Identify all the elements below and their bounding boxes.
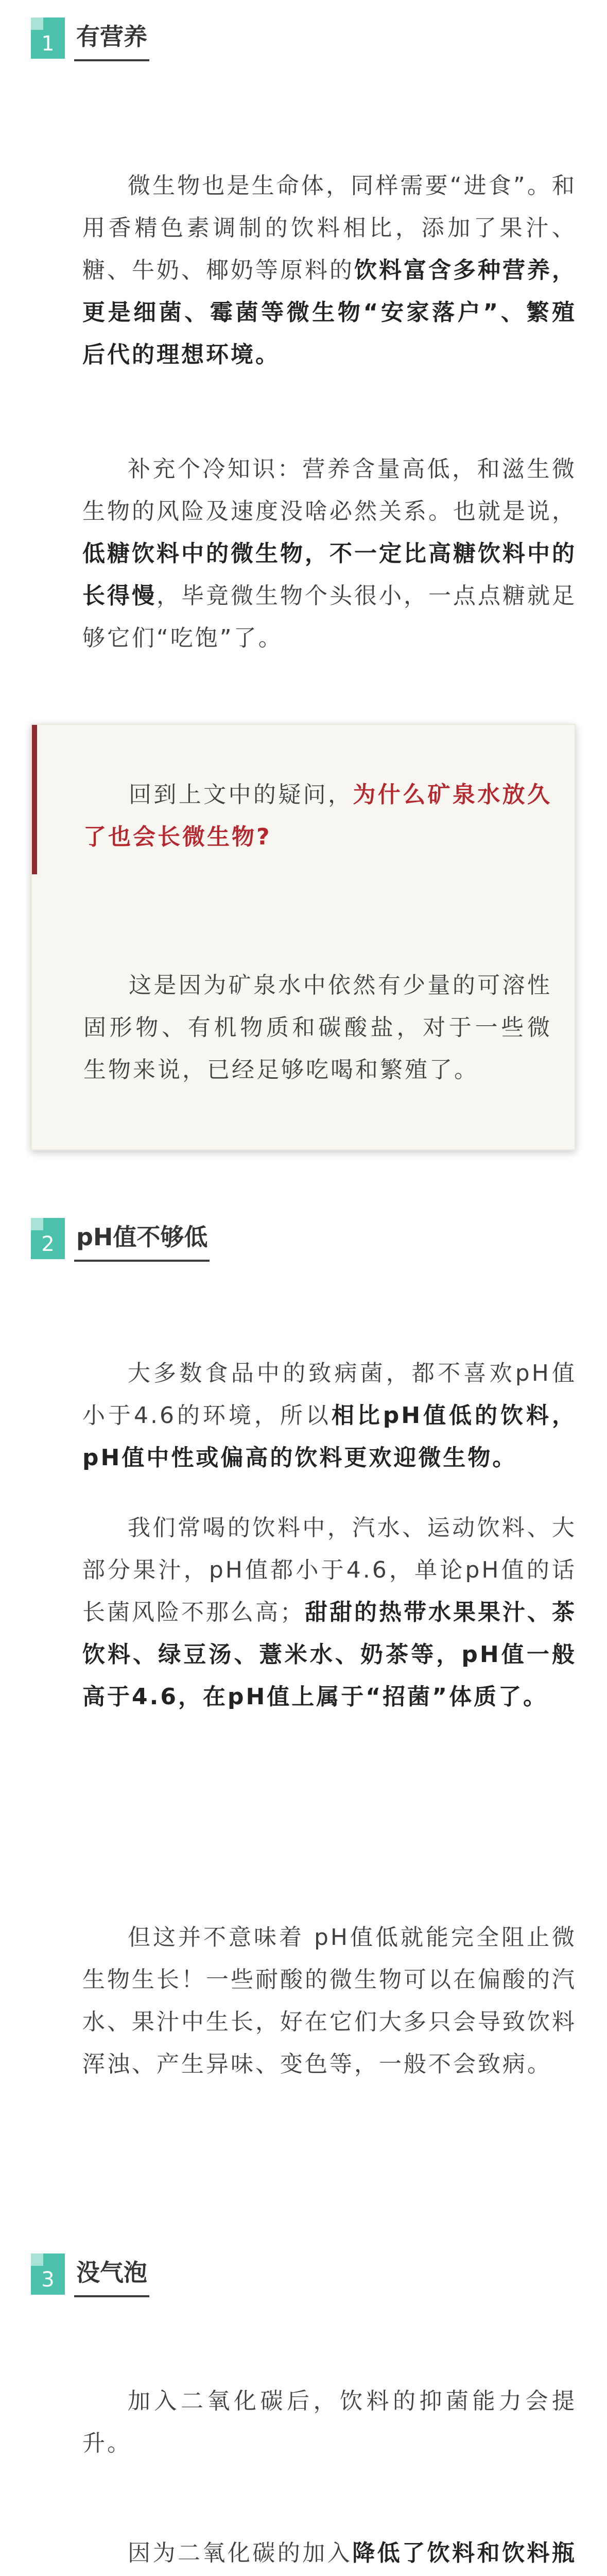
bold-text: 饮料富含多种营养，更是细菌、霉菌等微生物“安家落户”、繁殖后代的理想环境。 (82, 257, 577, 368)
section-header (31, 2251, 149, 2297)
callout-accent-bar (32, 725, 37, 874)
text-run: 微生物也是生命体，同样需要“进食”。和用香精色素调制的饮料相比，添加了果汁、糖、牛奶、椰奶等原料的 (82, 173, 577, 283)
section-number-badge: 3 (31, 2253, 65, 2295)
text-run: 我们常喝的饮料中，汽水、运动饮料、大部分果汁，pH值都小于4.6，单论pH值的话长菌风险不那么高； (82, 1515, 577, 1625)
section-title: 有营养 (74, 15, 149, 61)
paragraph (82, 448, 577, 659)
paragraph (82, 1507, 577, 1718)
paragraph (82, 1352, 577, 1479)
paragraph (82, 2380, 577, 2465)
section-header (31, 15, 149, 61)
text-run: 这是因为矿泉水中依然有少量的可溶性固形物、有机物质和碳酸盐，对于一些微生物来说，已经足够吃喝和繁殖了。 (83, 972, 552, 1083)
highlight-text: 为什么矿泉水放久了也会长微生物? (83, 782, 552, 850)
text-run: ，毕竟微生物个头很小，一点点糖就足够它们“吃饱”了。 (82, 583, 577, 651)
bold-text: 低糖饮料中的微生物，不一定比高糖饮料中的长得慢 (82, 540, 577, 609)
section-header (31, 1216, 210, 1261)
text-run: 因为二氧化碳的加入 (128, 2540, 353, 2566)
bold-text: 相比pH值低的饮料，pH值中性或偏高的饮料更欢迎微生物。 (82, 1402, 577, 1471)
callout-question (83, 774, 552, 858)
paragraph (82, 1917, 577, 2086)
text-run: 回到上文中的疑问， (129, 782, 353, 808)
section-number-badge: 1 (31, 18, 65, 59)
callout-answer (83, 964, 552, 1091)
text-run: 补充个冷知识：营养含量高低，和滋生微生物的风险及速度没啥必然关系。也就是说， (82, 456, 577, 524)
text-run: 大多数食品中的致病菌，都不喜欢pH值小于4.6的环境，所以 (82, 1360, 577, 1429)
section-title: 没气泡 (74, 2251, 149, 2297)
text-run: 加入二氧化碳后，饮料的抑菌能力会提升。 (82, 2388, 577, 2456)
section-title: pH值不够低 (74, 1215, 210, 1262)
callout-box (31, 724, 576, 1150)
bold-text: 降低了饮料和饮料瓶 (352, 2540, 577, 2566)
section-number-badge: 2 (31, 1218, 65, 1259)
paragraph (82, 2532, 577, 2576)
bold-text: 甜甜的热带水果果汁、茶饮料、绿豆汤、薏米水、奶茶等，pH值一般高于4.6，在pH值上属于“招菌”体质了。 (82, 1599, 577, 1710)
paragraph (82, 165, 577, 376)
text-run: 但这并不意味着 pH值低就能完全阻止微生物生长！一些耐酸的微生物可以在偏酸的汽水、果汁中生长，好在它们大多只会导致饮料浑浊、产生异味、变色等，一般不会致病。 (82, 1924, 577, 2077)
